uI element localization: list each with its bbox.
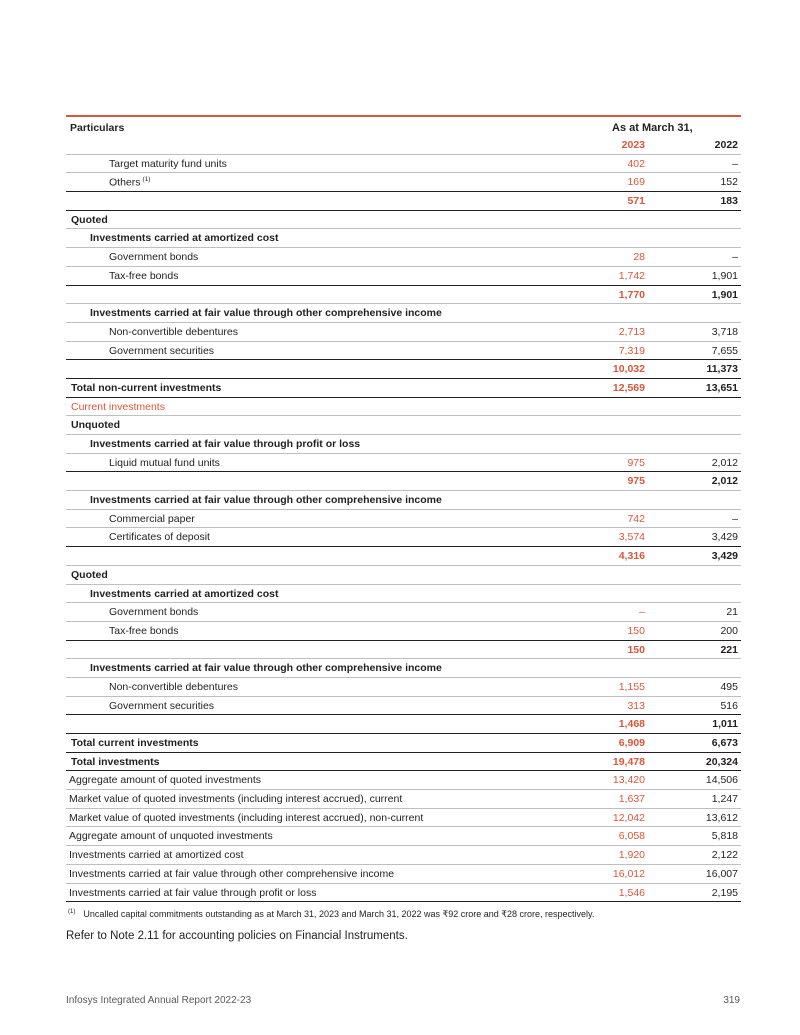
year-current: 2023: [621, 139, 645, 151]
row-label: Market value of quoted investments (including interest accrued), current: [69, 793, 403, 806]
row-label: Government bonds: [109, 606, 199, 619]
row-label: Tax-free bonds: [109, 269, 179, 282]
value-2023: 169: [627, 176, 645, 189]
subsection-label: Investments carried at amortized cost: [90, 587, 279, 600]
value-2022: 11,373: [706, 363, 738, 376]
row-label: Total non-current investments: [71, 381, 222, 394]
value-2023: 975: [627, 475, 645, 488]
value-2022: 5,818: [711, 830, 738, 843]
value-2023: 1,637: [618, 793, 645, 806]
value-2023: 1,770: [618, 288, 645, 301]
value-2022: 2,122: [711, 849, 738, 862]
value-2023: 402: [627, 157, 645, 170]
value-2022: 200: [720, 624, 738, 637]
row-label: Investments carried at amortized cost: [69, 849, 244, 862]
value-2022: 2,012: [711, 475, 738, 488]
table-row: [66, 603, 741, 622]
value-2022: –: [732, 512, 738, 525]
value-2022: 13,612: [705, 811, 738, 824]
summary-row: [66, 884, 741, 903]
page-number: 319: [723, 995, 740, 1006]
value-2023: 975: [627, 456, 645, 469]
value-2023: 1,546: [618, 886, 645, 899]
subsection-row: [66, 491, 741, 510]
total-row: [66, 379, 741, 398]
value-2022: 2,012: [711, 456, 738, 469]
row-label: Non-convertible debentures: [109, 680, 238, 693]
value-2023: 19,478: [612, 755, 645, 768]
section-row: [66, 566, 741, 585]
subsection-row: [66, 229, 741, 248]
value-2023: 6,058: [618, 830, 645, 843]
value-2022: 2,195: [711, 886, 738, 899]
subsection-label: Investments carried at fair value through other comprehensive income: [90, 307, 442, 320]
value-2023: –: [639, 606, 645, 619]
value-2023: 13,420: [612, 774, 645, 787]
section-row: [66, 211, 741, 230]
total-row: [66, 734, 741, 753]
value-2022: 21: [726, 606, 738, 619]
value-2022: 183: [720, 195, 738, 208]
value-2022: –: [732, 251, 738, 264]
value-2022: 13,651: [705, 381, 738, 394]
row-label: Non-convertible debentures: [109, 325, 238, 338]
table-row: [66, 697, 741, 716]
row-label: Total current investments: [71, 737, 199, 749]
section-label: Quoted: [71, 568, 108, 581]
table-row: [66, 528, 741, 547]
value-2023: 1,155: [618, 680, 645, 693]
value-2023: 28: [633, 251, 645, 264]
table-row: [66, 342, 741, 361]
value-2023: 12,569: [612, 381, 645, 394]
subtotal-row: [66, 641, 741, 660]
section-label: Current investments: [71, 400, 165, 413]
table-row: [66, 323, 741, 342]
table-row: [66, 267, 741, 286]
footnote-ref: (1): [142, 176, 151, 184]
summary-row: [66, 771, 741, 790]
row-label: Investments carried at fair value through other comprehensive income: [69, 867, 395, 880]
row-label: Total investments: [71, 755, 160, 768]
subtotal-row: [66, 472, 741, 491]
row-label: [109, 176, 150, 189]
summary-row: [66, 827, 741, 846]
report-title: Infosys Integrated Annual Report 2022-23: [66, 995, 252, 1006]
table-row: [66, 454, 741, 473]
footnote-text: Uncalled capital commitments outstanding as at March 31, 2023 and March 31, 2022 was ₹92 crore and ₹28 crore, respectively.: [83, 909, 595, 919]
section-label: Quoted: [71, 213, 108, 226]
row-label: Commercial paper: [109, 512, 195, 525]
value-2022: 14,506: [705, 774, 738, 787]
footnote: [68, 909, 594, 920]
value-2023: 6,909: [618, 737, 645, 749]
table-header: [66, 117, 741, 136]
summary-row: [66, 809, 741, 828]
value-2023: 10,032: [612, 363, 645, 376]
subsection-row: [66, 304, 741, 323]
table-row: [66, 173, 741, 192]
subsection-label: Investments carried at fair value through profit or loss: [90, 438, 361, 450]
table-row: [66, 510, 741, 529]
row-label: Liquid mutual fund units: [109, 456, 220, 469]
value-2022: 152: [720, 176, 738, 189]
value-2023: 7,319: [618, 344, 645, 357]
summary-row: [66, 790, 741, 809]
value-2023: 1,920: [618, 849, 645, 862]
row-label: Certificates of deposit: [109, 531, 210, 544]
investments-table: [66, 115, 741, 902]
value-2022: 1,901: [711, 288, 738, 301]
value-2022: 7,655: [711, 344, 738, 357]
value-2022: 1,011: [712, 718, 738, 731]
value-2022: 16,007: [705, 867, 738, 880]
value-2023: 150: [627, 624, 645, 637]
section-label: Unquoted: [71, 419, 120, 432]
value-2022: 3,429: [711, 531, 738, 544]
value-2022: 3,429: [711, 550, 738, 563]
subsection-label: Investments carried at fair value through other comprehensive income: [90, 494, 442, 507]
value-2023: 16,012: [612, 867, 645, 880]
as-at-heading: As at March 31,: [612, 122, 693, 134]
table-row: [66, 248, 741, 267]
row-label: Government bonds: [109, 251, 199, 264]
row-label: Investments carried at fair value through profit or loss: [69, 886, 317, 899]
row-label: Tax-free bonds: [109, 624, 179, 637]
row-label: Government securities: [109, 344, 215, 357]
row-label-text: Others: [109, 176, 141, 189]
value-2022: 3,718: [711, 325, 738, 338]
subtotal-row: [66, 192, 741, 211]
subsection-label: Investments carried at fair value through other comprehensive income: [90, 662, 442, 675]
subsection-row: [66, 659, 741, 678]
value-2022: –: [732, 157, 738, 170]
summary-row: [66, 865, 741, 884]
value-2023: 571: [627, 195, 645, 208]
value-2022: 221: [720, 643, 738, 656]
row-label: Target maturity fund units: [109, 157, 227, 170]
value-2022: 1,901: [711, 269, 738, 282]
subtotal-row: [66, 286, 741, 305]
value-2023: 742: [627, 512, 645, 525]
subsection-row: [66, 435, 741, 454]
value-2023: 313: [627, 699, 645, 712]
value-2022: 20,324: [705, 755, 738, 768]
row-label: Aggregate amount of unquoted investments: [69, 830, 273, 843]
table-row: [66, 678, 741, 697]
value-2022: 6,673: [711, 737, 738, 749]
value-2022: 1,247: [711, 793, 738, 806]
particulars-heading: Particulars: [70, 122, 125, 134]
year-prior: 2022: [714, 139, 738, 151]
table-row: [66, 622, 741, 641]
value-2022: 495: [720, 680, 738, 693]
footnote-mark: (1): [68, 909, 76, 915]
row-label: Government securities: [109, 699, 215, 712]
table-row: [66, 155, 741, 174]
accounting-policy-note: Refer to Note 2.11 for accounting policies on Financial Instruments.: [66, 930, 408, 942]
value-2023: 3,574: [618, 531, 645, 544]
section-row: [66, 398, 741, 417]
value-2023: 1,468: [618, 718, 645, 731]
subtotal-row: [66, 360, 741, 379]
grand-total-row: [66, 753, 741, 772]
subtotal-row: [66, 547, 741, 566]
subsection-label: Investments carried at amortized cost: [90, 232, 279, 245]
value-2023: 4,316: [618, 550, 645, 563]
value-2023: 1,742: [618, 269, 645, 282]
summary-row: [66, 846, 741, 865]
row-label: Aggregate amount of quoted investments: [69, 774, 262, 787]
subsection-row: [66, 585, 741, 604]
value-2023: 150: [627, 643, 645, 656]
year-row: [66, 136, 741, 155]
value-2022: 516: [720, 699, 738, 712]
row-label: Market value of quoted investments (including interest accrued), non-current: [69, 811, 424, 824]
section-row: [66, 416, 741, 435]
subtotal-row: [66, 715, 741, 734]
value-2023: 2,713: [618, 325, 645, 338]
value-2023: 12,042: [612, 811, 645, 824]
